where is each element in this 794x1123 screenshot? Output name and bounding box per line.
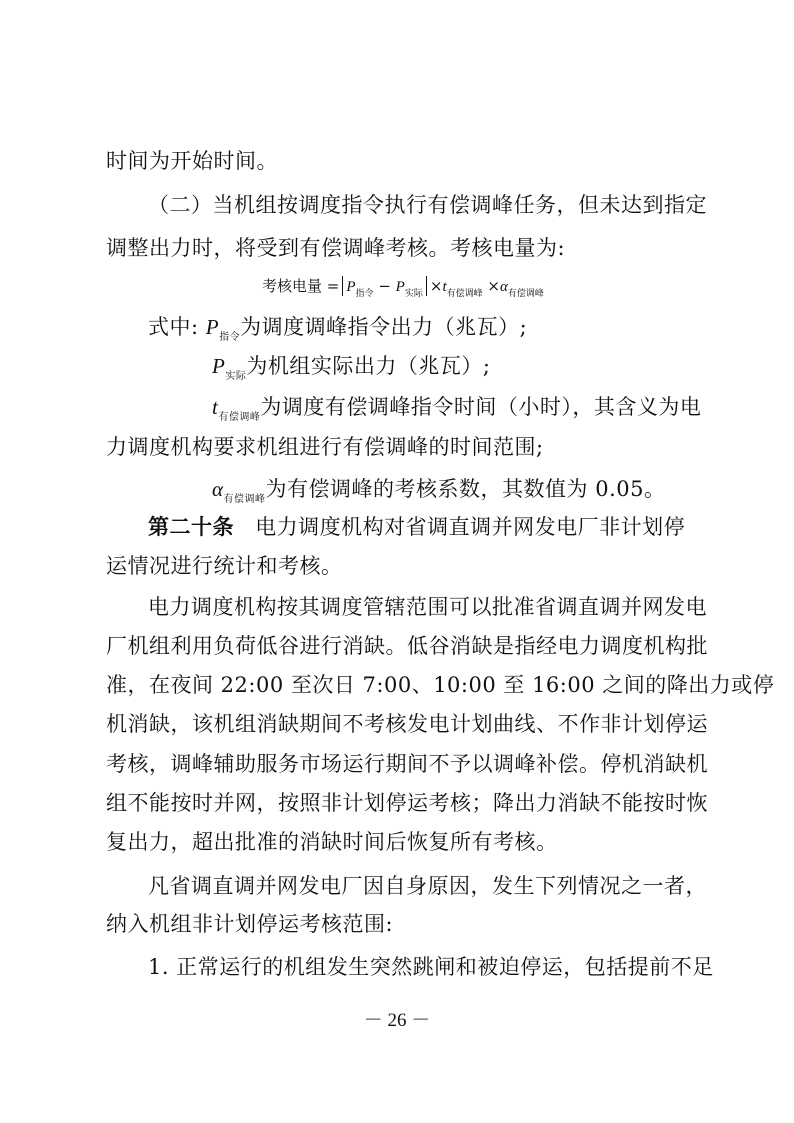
symbol-sub-cmd: 指令 <box>219 332 241 343</box>
text-line: 纳入机组非计划停运考核范围: <box>106 912 394 936</box>
abs-bar-left <box>342 276 343 296</box>
def-text: 为调度调峰指令出力（兆瓦）; <box>240 315 528 339</box>
symbol-p-cmd: P <box>205 315 220 339</box>
def-text: 为调度有偿调峰指令时间（小时），其含义为电 <box>260 395 702 419</box>
formula-lhs: 考核电量 = <box>262 277 340 295</box>
text-line: 准，在夜间 22:00 至次日 7:00、10:00 至 16:00 之间的降出力或停 <box>106 673 775 697</box>
formula-p: P <box>346 279 356 295</box>
symbol-sub-act: 实际 <box>225 371 247 382</box>
formula-alpha: α <box>499 279 508 295</box>
formula-t: t <box>442 279 447 295</box>
symbol-p-act: P <box>212 354 226 378</box>
article-heading-line <box>148 513 685 541</box>
definition-line <box>148 313 527 352</box>
definition-line <box>212 393 701 432</box>
text-line: 力调度机构要求机组进行有偿调峰的时间范围; <box>106 435 544 459</box>
formula-sub-peak2: 有偿调峰 <box>507 289 544 299</box>
formula-minus: − <box>378 277 391 295</box>
formula-times: × <box>429 277 443 295</box>
symbol-sub-peak: 有偿调峰 <box>218 412 261 423</box>
assessment-formula <box>262 274 544 306</box>
symbol-alpha: α <box>212 477 224 501</box>
formula-sub-cmd: 指令 <box>355 289 374 299</box>
article-title: 第二十条 <box>148 514 234 539</box>
def-lead: 式中: <box>148 315 199 339</box>
definition-line <box>212 352 490 391</box>
abs-bar-right <box>426 276 427 296</box>
formula-p2: P <box>395 279 405 295</box>
formula-times2: × <box>487 277 500 295</box>
text-line: 组不能按时并网，按照非计划停运考核；降出力消缺不能按时恢 <box>106 791 708 815</box>
formula-sub-peak: 有偿调峰 <box>446 289 483 299</box>
text-line: 调整出力时，将受到有偿调峰考核。考核电量为: <box>106 236 566 260</box>
symbol-t: t <box>212 395 219 419</box>
text-line: 1. 正常运行的机组发生突然跳闸和被迫停运，包括提前不足 <box>148 955 714 979</box>
text-line: 复出力，超出批准的消缺时间后恢复所有考核。 <box>106 830 558 854</box>
text-line: 凡省调直调并网发电厂因自身原因，发生下列情况之一者， <box>148 874 707 898</box>
text-line: 时间为开始时间。 <box>106 149 278 173</box>
text-line: 运情况进行统计和考核。 <box>106 554 343 578</box>
def-text: 为有偿调峰的考核系数，其数值为 0.05。 <box>265 477 666 501</box>
text-line: 厂机组利用负荷低谷进行消缺。低谷消缺是指经电力调度机构批 <box>106 634 708 658</box>
text-line: 电力调度机构按其调度管辖范围可以批准省调直调并网发电 <box>148 595 707 619</box>
text-line: （二）当机组按调度指令执行有偿调峰任务，但未达到指定 <box>148 193 707 217</box>
text-line: 机消缺，该机组消缺期间不考核发电计划曲线、不作非计划停运 <box>106 712 708 736</box>
formula-sub-act: 实际 <box>404 289 423 299</box>
article-text: 电力调度机构对省调直调并网发电厂非计划停 <box>255 515 686 539</box>
def-text: 为机组实际出力（兆瓦）; <box>246 354 491 378</box>
page-number: － 26 － <box>363 1010 431 1031</box>
text-line: 考核，调峰辅助服务市场运行期间不予以调峰补偿。停机消缺机 <box>106 752 708 776</box>
symbol-sub-peak: 有偿调峰 <box>223 494 266 505</box>
definition-line <box>212 475 665 514</box>
